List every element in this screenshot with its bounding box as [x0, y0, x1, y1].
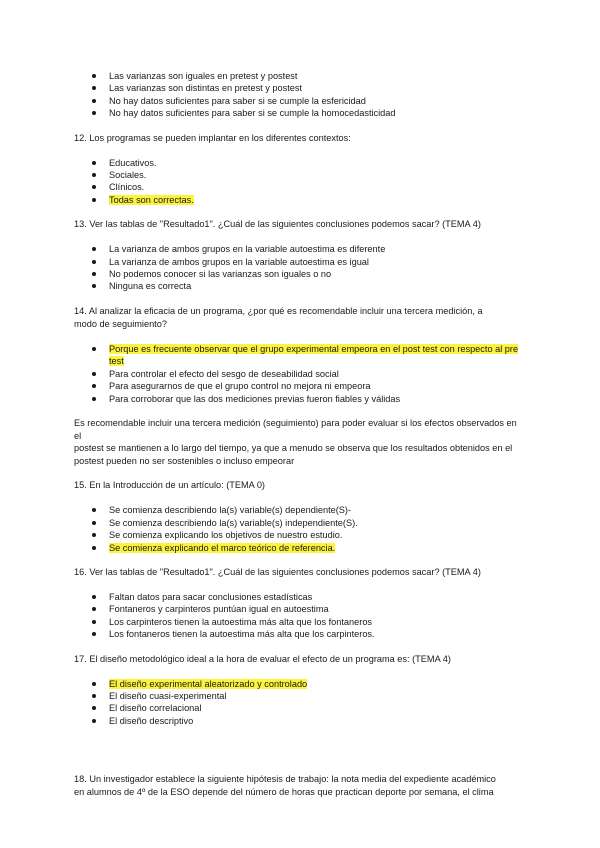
list-item: Los carpinteros tienen la autoestima más alta que los fontaneros	[74, 616, 526, 628]
list-item: Los fontaneros tienen la autoestima más alta que los carpinteros.	[74, 628, 526, 640]
bullet-icon	[92, 620, 96, 624]
list-item: Clínicos.	[74, 181, 526, 193]
bullet-icon	[92, 607, 96, 611]
options-list-q13	[74, 243, 526, 293]
list-item: El diseño cuasi-experimental	[74, 690, 526, 702]
options-list-q14	[74, 343, 526, 405]
bullet-icon	[92, 99, 96, 103]
bullet-icon	[92, 546, 96, 550]
list-item: Educativos.	[74, 157, 526, 169]
correct-answer-item: Porque es frecuente observar que el grupo experimental empeora en el post test con respecto al pre test	[74, 343, 526, 368]
bullet-icon	[92, 719, 96, 723]
bullet-icon	[92, 86, 96, 90]
bullet-icon	[92, 533, 96, 537]
explanation-paragraph: Es recomendable incluir una tercera medición (seguimiento) para poder evaluar si los efectos observados en el postest se mantienen a lo largo del tiempo, ya que a menudo se observa que los resultados obtenidos en el postest pueden no ser sostenibles o incluso empeorar	[74, 417, 517, 466]
list-item: Las varianzas son iguales en pretest y postest	[74, 70, 526, 82]
options-list-block0	[74, 70, 526, 120]
question-12: 12. Los programas se pueden implantar en los diferentes contextos:	[74, 132, 351, 143]
question-15: 15. En la Introducción de un artículo: (TEMA 0)	[74, 480, 265, 491]
options-list-q15	[74, 504, 526, 554]
bullet-icon	[92, 521, 96, 525]
document-content	[74, 70, 526, 799]
bullet-icon	[92, 706, 96, 710]
list-item: El diseño descriptivo	[74, 715, 526, 727]
correct-answer-item: Se comienza explicando el marco teórico de referencia.	[74, 542, 526, 554]
list-item: Para corroborar que las dos mediciones previas fueron fiables y válidas	[74, 393, 526, 405]
bullet-icon	[92, 185, 96, 189]
list-item: No podemos conocer si las varianzas son iguales o no	[74, 268, 526, 280]
list-item: Se comienza explicando los objetivos de nuestro estudio.	[74, 529, 526, 541]
question-16: 16. Ver las tablas de "Resultado1". ¿Cuál de las siguientes conclusiones podemos sacar? (TEMA 4)	[74, 566, 481, 577]
bullet-icon	[92, 284, 96, 288]
list-item: La varianza de ambos grupos en la variable autoestima es igual	[74, 256, 526, 268]
bullet-icon	[92, 247, 96, 251]
bullet-icon	[92, 347, 96, 351]
bullet-icon	[92, 173, 96, 177]
question-14: 14. Al analizar la eficacia de un programa, ¿por qué es recomendable incluir una tercera medición, a modo de seguimiento?	[74, 305, 483, 329]
bullet-icon	[92, 161, 96, 165]
list-item: Sociales.	[74, 169, 526, 181]
options-list-q12	[74, 157, 526, 207]
options-list-q16	[74, 591, 526, 641]
bullet-icon	[92, 384, 96, 388]
bullet-icon	[92, 198, 96, 202]
list-item: La varianza de ambos grupos en la variable autoestima es diferente	[74, 243, 526, 255]
list-item: Para controlar el efecto del sesgo de deseabilidad social	[74, 368, 526, 380]
list-item: Se comienza describiendo la(s) variable(s) dependiente(S)-	[74, 504, 526, 516]
question-18: 18. Un investigador establece la siguiente hipótesis de trabajo: la nota media del expediente académico en alumnos de 4º de la ESO depende del número de horas que practican deporte por semana, el clima	[74, 774, 496, 798]
list-item: Fontaneros y carpinteros puntúan igual en autoestima	[74, 603, 526, 615]
correct-answer-item: El diseño experimental aleatorizado y controlado	[74, 678, 526, 690]
bullet-icon	[92, 397, 96, 401]
bullet-icon	[92, 272, 96, 276]
list-item: Se comienza describiendo la(s) variable(s) independiente(S).	[74, 517, 526, 529]
bullet-icon	[92, 372, 96, 376]
bullet-icon	[92, 682, 96, 686]
list-item: Para asegurarnos de que el grupo control no mejora ni empeora	[74, 380, 526, 392]
list-item: El diseño correlacional	[74, 702, 526, 714]
bullet-icon	[92, 74, 96, 78]
bullet-icon	[92, 694, 96, 698]
bullet-icon	[92, 595, 96, 599]
question-17: 17. El diseño metodológico ideal a la hora de evaluar el efecto de un programa es: (TEMA 4)	[74, 653, 451, 664]
list-item: No hay datos suficientes para saber si se cumple la esfericidad	[74, 95, 526, 107]
list-item: No hay datos suficientes para saber si se cumple la homocedasticidad	[74, 107, 526, 119]
correct-answer-item: Todas son correctas.	[74, 194, 526, 206]
list-item: Las varianzas son distintas en pretest y postest	[74, 82, 526, 94]
options-list-q17	[74, 678, 526, 728]
bullet-icon	[92, 111, 96, 115]
list-item: Faltan datos para sacar conclusiones estadísticas	[74, 591, 526, 603]
bullet-icon	[92, 508, 96, 512]
list-item: Ninguna es correcta	[74, 280, 526, 292]
question-13: 13. Ver las tablas de "Resultado1". ¿Cuál de las siguientes conclusiones podemos sacar? (TEMA 4)	[74, 219, 481, 230]
bullet-icon	[92, 260, 96, 264]
bullet-icon	[92, 632, 96, 636]
